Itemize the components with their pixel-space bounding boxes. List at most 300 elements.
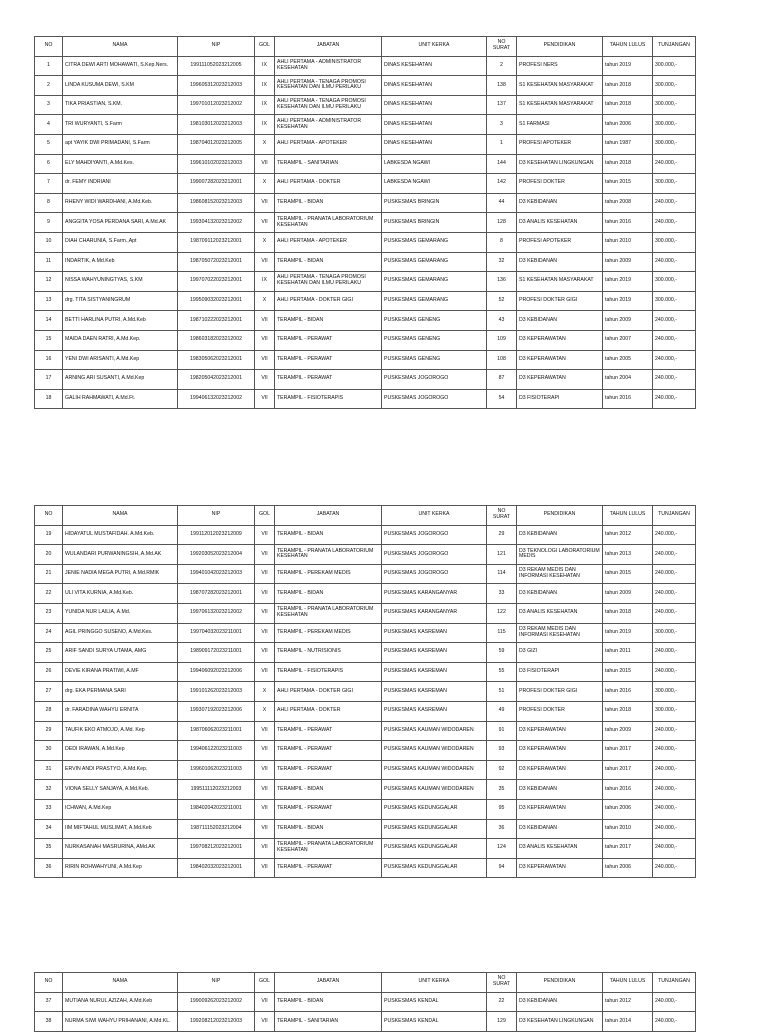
- table-row: [35, 839, 696, 859]
- cell-tahun: tahun 2018: [603, 154, 653, 174]
- cell-unit: PUSKESMAS KENDAL: [382, 1012, 487, 1032]
- cell-nip: 199203052023212004: [178, 545, 255, 565]
- cell-tahun: tahun 2019: [603, 272, 653, 292]
- cell-gol: VII: [255, 252, 275, 272]
- cell-surat: 1: [487, 134, 517, 154]
- cell-unit: PUSKESMAS GENENG: [382, 350, 487, 370]
- table-row: [35, 858, 696, 878]
- cell-pendidikan: D3 TEKNOLOGI LABORATORIUM MEDIS: [517, 545, 603, 565]
- cell-tahun: tahun 2016: [603, 213, 653, 233]
- cell-tunjangan: 240.000,-: [653, 564, 696, 584]
- cell-jabatan: AHLI PERTAMA - ADMINISTRATOR KESEHATAN: [275, 56, 382, 76]
- cell-nama: ICHWAN, A.Md.Kep: [63, 799, 178, 819]
- cell-tahun: tahun 2011: [603, 643, 653, 663]
- table-row: [35, 56, 696, 76]
- cell-gol: VII: [255, 564, 275, 584]
- cell-unit: PUSKESMAS KEDUNGGALAR: [382, 858, 487, 878]
- table-row: [35, 370, 696, 390]
- cell-tahun: tahun 2018: [603, 76, 653, 96]
- cell-unit: PUSKESMAS GENENG: [382, 330, 487, 350]
- cell-gol: VII: [255, 389, 275, 409]
- table-row: [35, 741, 696, 761]
- cell-tunjangan: 240.000,-: [653, 839, 696, 859]
- cell-nama: MUTIANA NURUL AZIZAH, A.Md.Keb: [63, 992, 178, 1012]
- cell-unit: PUSKESMAS KASREMAN: [382, 701, 487, 721]
- cell-nama: INDARTIK, A.Md.Keb: [63, 252, 178, 272]
- cell-unit: PUSKESMAS JOGOROGO: [382, 564, 487, 584]
- cell-gol: IX: [255, 56, 275, 76]
- cell-gol: VII: [255, 584, 275, 604]
- cell-pendidikan: D3 KEBIDANAN: [517, 525, 603, 545]
- column-header-no: NO: [35, 973, 63, 993]
- table-row: [35, 992, 696, 1012]
- column-header-tunjangan: TUNJANGAN: [653, 37, 696, 57]
- cell-tunjangan: 240.000,-: [653, 370, 696, 390]
- cell-jabatan: TERAMPIL - PRANATA LABORATORIUM KESEHATAN: [275, 603, 382, 623]
- cell-nip: 199605312023212003: [178, 76, 255, 96]
- cell-gol: X: [255, 134, 275, 154]
- table-row: [35, 819, 696, 839]
- cell-pendidikan: S1 KESEHATAN MASYARAKAT: [517, 272, 603, 292]
- cell-unit: PUSKESMAS KENDAL: [382, 992, 487, 1012]
- cell-tahun: tahun 2017: [603, 839, 653, 859]
- cell-no: 19: [35, 525, 63, 545]
- cell-surat: 44: [487, 193, 517, 213]
- cell-surat: 52: [487, 291, 517, 311]
- table-row: [35, 760, 696, 780]
- cell-no: 7: [35, 174, 63, 194]
- cell-no: 25: [35, 643, 63, 663]
- cell-unit: PUSKESMAS GEMARANG: [382, 291, 487, 311]
- cell-jabatan: TERAMPIL - BIDAN: [275, 819, 382, 839]
- cell-unit: PUSKESMAS KASREMAN: [382, 682, 487, 702]
- cell-unit: PUSKESMAS KASREMAN: [382, 643, 487, 663]
- cell-tahun: tahun 2012: [603, 992, 653, 1012]
- cell-tahun: tahun 2005: [603, 350, 653, 370]
- cell-jabatan: AHLI PERTAMA - APOTEKER: [275, 232, 382, 252]
- cell-gol: VII: [255, 350, 275, 370]
- column-header-jabatan: JABATAN: [275, 37, 382, 57]
- cell-nip: 199707022023212001: [178, 272, 255, 292]
- cell-pendidikan: D3 KEBIDANAN: [517, 252, 603, 272]
- cell-jabatan: TERAMPIL - PERAWAT: [275, 741, 382, 761]
- cell-pendidikan: D3 KESEHATAN LINGKUNGAN: [517, 1012, 603, 1032]
- cell-gol: VII: [255, 603, 275, 623]
- cell-tunjangan: 240.000,-: [653, 213, 696, 233]
- cell-nip: 198608152023212003: [178, 193, 255, 213]
- cell-unit: DINAS KESEHATAN: [382, 115, 487, 135]
- cell-nama: MAIDA DAEN RATRI, A.Md.Kep.: [63, 330, 178, 350]
- cell-no: 34: [35, 819, 63, 839]
- cell-tahun: tahun 2019: [603, 291, 653, 311]
- cell-tunjangan: 300.000,-: [653, 76, 696, 96]
- cell-pendidikan: D3 GIZI: [517, 643, 603, 663]
- cell-tunjangan: 240.000,-: [653, 721, 696, 741]
- cell-surat: 108: [487, 350, 517, 370]
- cell-tunjangan: 240.000,-: [653, 992, 696, 1012]
- cell-tunjangan: 240.000,-: [653, 330, 696, 350]
- cell-pendidikan: S1 KESEHATAN MASYARAKAT: [517, 76, 603, 96]
- cell-tahun: tahun 2006: [603, 115, 653, 135]
- cell-no: 9: [35, 213, 63, 233]
- cell-unit: PUSKESMAS GEMARANG: [382, 252, 487, 272]
- cell-jabatan: TERAMPIL - PERAWAT: [275, 760, 382, 780]
- employee-table-2: [34, 505, 696, 878]
- cell-surat: 43: [487, 311, 517, 331]
- cell-pendidikan: D3 FISIOTERAPI: [517, 389, 603, 409]
- cell-gol: VII: [255, 858, 275, 878]
- cell-no: 26: [35, 662, 63, 682]
- cell-tunjangan: 240.000,-: [653, 584, 696, 604]
- cell-tahun: tahun 2016: [603, 780, 653, 800]
- cell-tunjangan: 240.000,-: [653, 741, 696, 761]
- cell-nama: GALIH RAHMAWATI, A.Md.Ft.: [63, 389, 178, 409]
- cell-pendidikan: D3 ANALIS KESEHATAN: [517, 213, 603, 233]
- cell-no: 37: [35, 992, 63, 1012]
- table-row: [35, 252, 696, 272]
- cell-nama: DEVIE KIRANA PRATIWI, A.MF: [63, 662, 178, 682]
- cell-surat: 22: [487, 992, 517, 1012]
- cell-unit: PUSKESMAS JOGOROGO: [382, 545, 487, 565]
- cell-pendidikan: PROFESI NERS: [517, 56, 603, 76]
- cell-tahun: tahun 2015: [603, 662, 653, 682]
- cell-pendidikan: D3 KEPERAWATAN: [517, 741, 603, 761]
- column-header-tahun: TAHUN LULUS: [603, 37, 653, 57]
- cell-jabatan: TERAMPIL - PERAWAT: [275, 370, 382, 390]
- cell-tunjangan: 240.000,-: [653, 819, 696, 839]
- cell-nama: TIKA PRIASTIAN, S.KM.: [63, 95, 178, 115]
- table-row: [35, 115, 696, 135]
- cell-no: 27: [35, 682, 63, 702]
- cell-surat: 124: [487, 839, 517, 859]
- cell-surat: 121: [487, 545, 517, 565]
- cell-tahun: tahun 2016: [603, 682, 653, 702]
- cell-pendidikan: PROFESI DOKTER: [517, 174, 603, 194]
- cell-no: 4: [35, 115, 63, 135]
- cell-nip: 198709112023212001: [178, 232, 255, 252]
- cell-no: 3: [35, 95, 63, 115]
- cell-unit: PUSKESMAS BRINGIN: [382, 213, 487, 233]
- cell-nama: CITRA DEWI ARTI MOHAWATI, S.Kep.Ners.: [63, 56, 178, 76]
- cell-pendidikan: D3 KEBIDANAN: [517, 311, 603, 331]
- cell-pendidikan: D3 ANALIS KESEHATAN: [517, 839, 603, 859]
- cell-gol: VII: [255, 311, 275, 331]
- employee-table-3: [34, 972, 696, 1032]
- cell-unit: PUSKESMAS KAUMAN WIDODAREN: [382, 780, 487, 800]
- column-header-surat: NO SURAT: [487, 37, 517, 57]
- cell-no: 24: [35, 623, 63, 643]
- cell-gol: IX: [255, 95, 275, 115]
- table-row: [35, 603, 696, 623]
- cell-no: 18: [35, 389, 63, 409]
- table-row: [35, 193, 696, 213]
- cell-unit: PUSKESMAS KAUMAN WIDODAREN: [382, 721, 487, 741]
- cell-unit: LABKESDA NGAWI: [382, 174, 487, 194]
- cell-tunjangan: 240.000,-: [653, 1012, 696, 1032]
- cell-jabatan: TERAMPIL - BIDAN: [275, 193, 382, 213]
- column-header-nip: NIP: [178, 37, 255, 57]
- column-header-pendidikan: PENDIDIKAN: [517, 506, 603, 526]
- cell-nip: 198710222023212001: [178, 311, 255, 331]
- cell-surat: 35: [487, 780, 517, 800]
- column-header-pendidikan: PENDIDIKAN: [517, 973, 603, 993]
- cell-gol: X: [255, 682, 275, 702]
- cell-tunjangan: 240.000,-: [653, 350, 696, 370]
- cell-gol: VII: [255, 741, 275, 761]
- cell-unit: LABKESDA NGAWI: [382, 154, 487, 174]
- table-row: [35, 311, 696, 331]
- table-row: [35, 134, 696, 154]
- column-header-tahun: TAHUN LULUS: [603, 506, 653, 526]
- cell-no: 16: [35, 350, 63, 370]
- cell-unit: PUSKESMAS KEDUNGGALAR: [382, 839, 487, 859]
- cell-gol: IX: [255, 115, 275, 135]
- cell-nama: NISSA WAHYUNINGTYAS, S.KM: [63, 272, 178, 292]
- cell-tahun: tahun 2018: [603, 95, 653, 115]
- cell-nama: WULANDARI PURWANINGSIH, A.Md.AK: [63, 545, 178, 565]
- cell-gol: IX: [255, 272, 275, 292]
- cell-tahun: tahun 2013: [603, 545, 653, 565]
- cell-jabatan: AHLI PERTAMA - DOKTER GIGI: [275, 291, 382, 311]
- table-row: [35, 799, 696, 819]
- cell-pendidikan: D3 KEPERAWATAN: [517, 799, 603, 819]
- cell-jabatan: TERAMPIL - PERAWAT: [275, 799, 382, 819]
- cell-nip: 199601062023211003: [178, 760, 255, 780]
- cell-tahun: tahun 2009: [603, 311, 653, 331]
- cell-unit: PUSKESMAS GEMARANG: [382, 272, 487, 292]
- cell-no: 6: [35, 154, 63, 174]
- cell-nip: 198402042023211001: [178, 799, 255, 819]
- cell-surat: 114: [487, 564, 517, 584]
- cell-pendidikan: D3 KEBIDANAN: [517, 780, 603, 800]
- cell-surat: 55: [487, 662, 517, 682]
- cell-no: 12: [35, 272, 63, 292]
- cell-no: 35: [35, 839, 63, 859]
- column-header-unit: UNIT KERKA: [382, 506, 487, 526]
- table-row: [35, 1012, 696, 1032]
- cell-nip: 198603182023212002: [178, 330, 255, 350]
- cell-nama: DEDI IRAWAN, A.Md.Kep: [63, 741, 178, 761]
- cell-pendidikan: PROFESI DOKTER: [517, 701, 603, 721]
- cell-no: 17: [35, 370, 63, 390]
- cell-surat: 128: [487, 213, 517, 233]
- cell-tunjangan: 240.000,-: [653, 780, 696, 800]
- cell-surat: 8: [487, 232, 517, 252]
- cell-unit: PUSKESMAS KARANGANYAR: [382, 584, 487, 604]
- table-row: [35, 174, 696, 194]
- cell-gol: VII: [255, 760, 275, 780]
- cell-tahun: tahun 2019: [603, 56, 653, 76]
- cell-surat: 138: [487, 76, 517, 96]
- column-header-nama: NAMA: [63, 973, 178, 993]
- cell-tunjangan: 240.000,-: [653, 799, 696, 819]
- table-row: [35, 662, 696, 682]
- cell-gol: VII: [255, 819, 275, 839]
- cell-tahun: tahun 2006: [603, 799, 653, 819]
- cell-nip: 198704012023212005: [178, 134, 255, 154]
- cell-surat: 59: [487, 643, 517, 663]
- cell-gol: VII: [255, 370, 275, 390]
- cell-tunjangan: 240.000,-: [653, 252, 696, 272]
- cell-nip: 199208212023212003: [178, 1012, 255, 1032]
- cell-nama: NURMA SIWI WAHYU PRIHANANI, A.Md.KL.: [63, 1012, 178, 1032]
- cell-jabatan: TERAMPIL - PEREKAM MEDIS: [275, 564, 382, 584]
- cell-jabatan: TERAMPIL - PRANATA LABORATORIUM KESEHATAN: [275, 545, 382, 565]
- cell-no: 29: [35, 721, 63, 741]
- table-row: [35, 623, 696, 643]
- cell-jabatan: AHLI PERTAMA - TENAGA PROMOSI KESEHATAN DAN ILMU PERILAKU: [275, 95, 382, 115]
- cell-unit: PUSKESMAS JOGOROGO: [382, 525, 487, 545]
- cell-tahun: tahun 2010: [603, 232, 653, 252]
- cell-unit: PUSKESMAS KARANGANYAR: [382, 603, 487, 623]
- cell-tahun: tahun 2018: [603, 603, 653, 623]
- cell-tunjangan: 300.000,-: [653, 682, 696, 702]
- cell-nama: DIAH CHARUNIA, S.Farm.,Apt: [63, 232, 178, 252]
- cell-nip: 199610102023212003: [178, 154, 255, 174]
- cell-no: 20: [35, 545, 63, 565]
- cell-jabatan: TERAMPIL - SANITARIAN: [275, 154, 382, 174]
- cell-nip: 199101262023212003: [178, 682, 255, 702]
- column-header-no: NO: [35, 506, 63, 526]
- column-header-surat: NO SURAT: [487, 506, 517, 526]
- cell-tunjangan: 300.000,-: [653, 134, 696, 154]
- cell-gol: VII: [255, 799, 275, 819]
- cell-tunjangan: 300.000,-: [653, 174, 696, 194]
- cell-nip: 199406132023212002: [178, 389, 255, 409]
- cell-no: 14: [35, 311, 63, 331]
- cell-gol: X: [255, 232, 275, 252]
- column-header-gol: GOL: [255, 37, 275, 57]
- cell-gol: VII: [255, 643, 275, 663]
- cell-nama: dr. FARADINA WAHYU ERNITA: [63, 701, 178, 721]
- cell-surat: 36: [487, 819, 517, 839]
- cell-unit: PUSKESMAS KASREMAN: [382, 662, 487, 682]
- cell-jabatan: AHLI PERTAMA - ADMINISTRATOR KESEHATAN: [275, 115, 382, 135]
- cell-tahun: tahun 2015: [603, 174, 653, 194]
- cell-pendidikan: D3 KEPERAWATAN: [517, 760, 603, 780]
- column-header-gol: GOL: [255, 506, 275, 526]
- cell-unit: DINAS KESEHATAN: [382, 134, 487, 154]
- column-header-tahun: TAHUN LULUS: [603, 973, 653, 993]
- cell-nip: 199401042023212003: [178, 564, 255, 584]
- cell-gol: VII: [255, 330, 275, 350]
- cell-tunjangan: 240.000,-: [653, 154, 696, 174]
- cell-jabatan: TERAMPIL - SANITARIAN: [275, 1012, 382, 1032]
- table-row: [35, 76, 696, 96]
- table-row: [35, 643, 696, 663]
- cell-no: 5: [35, 134, 63, 154]
- cell-tunjangan: 240.000,-: [653, 525, 696, 545]
- cell-nip: 198305062023212001: [178, 350, 255, 370]
- cell-surat: 49: [487, 701, 517, 721]
- cell-no: 10: [35, 232, 63, 252]
- cell-jabatan: TERAMPIL - FISIOTERAPIS: [275, 389, 382, 409]
- cell-nama: RIRIN ROHWAHYUNI, A.Md.Kep: [63, 858, 178, 878]
- column-header-pendidikan: PENDIDIKAN: [517, 37, 603, 57]
- cell-no: 31: [35, 760, 63, 780]
- cell-tunjangan: 300.000,-: [653, 232, 696, 252]
- cell-nama: YENI DWI ARISANTI, A.Md.Kep: [63, 350, 178, 370]
- cell-surat: 136: [487, 272, 517, 292]
- cell-jabatan: TERAMPIL - BIDAN: [275, 780, 382, 800]
- cell-gol: VII: [255, 992, 275, 1012]
- cell-nama: LINDA KUSUMA DEWI, S.KM: [63, 76, 178, 96]
- header-row: [35, 506, 696, 526]
- cell-pendidikan: D3 KEBIDANAN: [517, 992, 603, 1012]
- cell-gol: X: [255, 701, 275, 721]
- cell-nip: 199406122023211003: [178, 741, 255, 761]
- cell-nip: 198402032023212001: [178, 858, 255, 878]
- cell-nip: 199009262023212002: [178, 992, 255, 1012]
- column-header-tunjangan: TUNJANGAN: [653, 506, 696, 526]
- cell-jabatan: TERAMPIL - PRANATA LABORATORIUM KESEHATAN: [275, 213, 382, 233]
- cell-pendidikan: PROFESI APOTEKER: [517, 134, 603, 154]
- cell-surat: 2: [487, 56, 517, 76]
- cell-unit: PUSKESMAS JOGOROGO: [382, 370, 487, 390]
- cell-pendidikan: PROFESI APOTEKER: [517, 232, 603, 252]
- cell-jabatan: TERAMPIL - BIDAN: [275, 252, 382, 272]
- cell-no: 32: [35, 780, 63, 800]
- cell-nama: drg. EKA PERMANA SARI: [63, 682, 178, 702]
- cell-nip: 199007282023212001: [178, 174, 255, 194]
- cell-jabatan: TERAMPIL - PRANATA LABORATORIUM KESEHATAN: [275, 839, 382, 859]
- cell-gol: IX: [255, 76, 275, 96]
- cell-nip: 198103012023212003: [178, 115, 255, 135]
- cell-tahun: tahun 2014: [603, 1012, 653, 1032]
- cell-gol: VII: [255, 839, 275, 859]
- cell-nip: 199708212023212001: [178, 839, 255, 859]
- cell-nama: ELY MAHDIYANTI, A.Md.Kes.: [63, 154, 178, 174]
- cell-nama: ULI VITA KURNIA, A.Md.Keb.: [63, 584, 178, 604]
- cell-jabatan: TERAMPIL - BIDAN: [275, 311, 382, 331]
- cell-unit: PUSKESMAS KEDUNGGALAR: [382, 799, 487, 819]
- cell-surat: 54: [487, 389, 517, 409]
- cell-nip: 199304132023212002: [178, 213, 255, 233]
- cell-unit: PUSKESMAS KASREMAN: [382, 623, 487, 643]
- cell-nip: 199706132023212002: [178, 603, 255, 623]
- cell-tunjangan: 300.000,-: [653, 623, 696, 643]
- cell-jabatan: AHLI PERTAMA - TENAGA PROMOSI KESEHATAN DAN ILMU PERILAKU: [275, 272, 382, 292]
- cell-surat: 93: [487, 741, 517, 761]
- cell-pendidikan: D3 KEPERAWATAN: [517, 330, 603, 350]
- cell-surat: 137: [487, 95, 517, 115]
- cell-nip: 199307192023212006: [178, 701, 255, 721]
- cell-jabatan: TERAMPIL - BIDAN: [275, 992, 382, 1012]
- cell-nama: VIONA SELLY SANJAYA, A.Md.Keb.: [63, 780, 178, 800]
- cell-no: 33: [35, 799, 63, 819]
- cell-gol: VII: [255, 193, 275, 213]
- cell-tahun: tahun 2008: [603, 193, 653, 213]
- table-row: [35, 330, 696, 350]
- cell-nip: 199509032023212001: [178, 291, 255, 311]
- cell-gol: VII: [255, 525, 275, 545]
- cell-tahun: tahun 2018: [603, 701, 653, 721]
- cell-tunjangan: 240.000,-: [653, 643, 696, 663]
- table-row: [35, 682, 696, 702]
- column-header-nip: NIP: [178, 506, 255, 526]
- cell-pendidikan: D3 REKAM MEDIS DAN INFORMASI KESEHATAN: [517, 564, 603, 584]
- table-row: [35, 213, 696, 233]
- cell-tunjangan: 300.000,-: [653, 701, 696, 721]
- cell-pendidikan: D3 KEPERAWATAN: [517, 350, 603, 370]
- cell-surat: 94: [487, 858, 517, 878]
- cell-jabatan: TERAMPIL - PEREKAM MEDIS: [275, 623, 382, 643]
- cell-pendidikan: D3 KEPERAWATAN: [517, 858, 603, 878]
- cell-tunjangan: 240.000,-: [653, 311, 696, 331]
- cell-no: 1: [35, 56, 63, 76]
- cell-gol: VII: [255, 662, 275, 682]
- column-header-unit: UNIT KERKA: [382, 973, 487, 993]
